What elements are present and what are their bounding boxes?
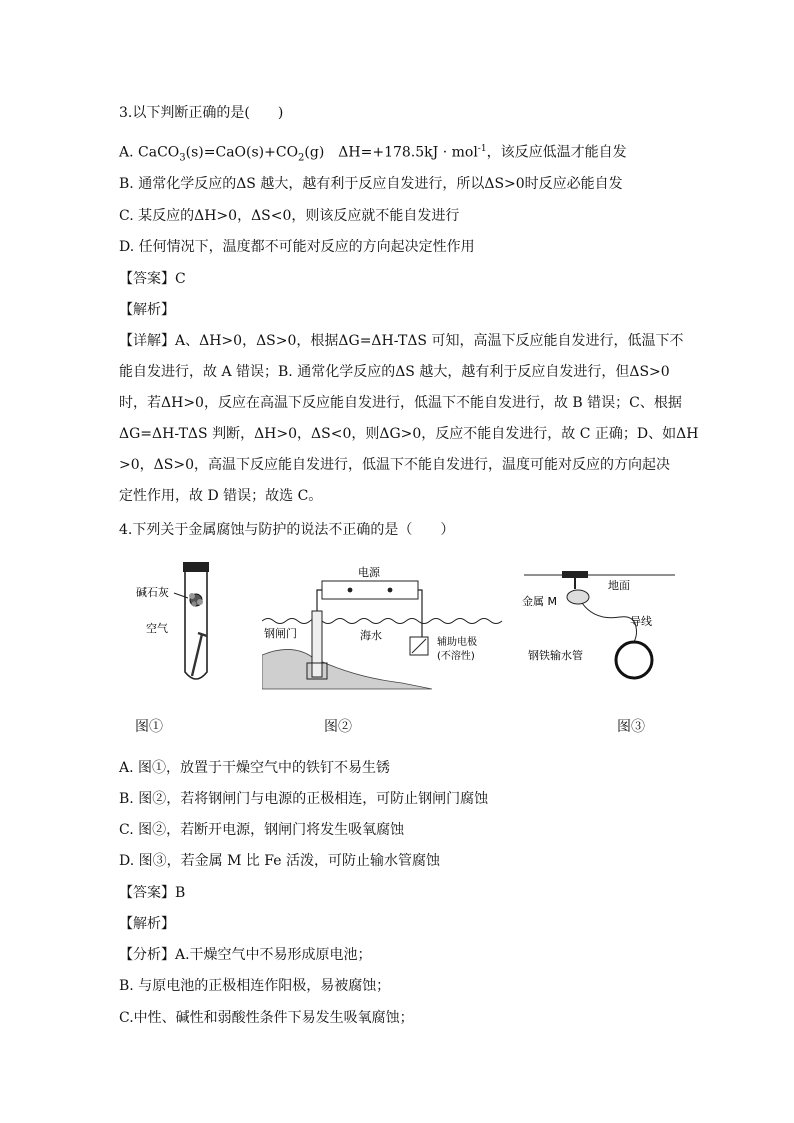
figure-2-steel-gate — [262, 565, 507, 695]
q3-detail-line: 时，若ΔH>0，反应在高温下反应能自发进行，低温下不能自发进行，故 B 错误；C、根据 — [119, 395, 682, 411]
figure-3-pipe — [510, 565, 680, 695]
q3-sub-2: 2 — [298, 152, 305, 164]
q3-sup-minus1: -1 — [477, 144, 487, 154]
q3-option-b: B. 通常化学反应的ΔS 越大，越有利于反应自发进行，所以ΔS>0时反应必能自发 — [119, 176, 623, 192]
label-soda-lime: 碱石灰 — [136, 586, 169, 599]
q3-detail-line: 定性作用，故 D 错误；故选 C。 — [119, 488, 323, 504]
q4-option-a: A. 图①，放置于干燥空气中的铁钉不易生锈 — [119, 760, 391, 776]
label-metal: 金属 M — [522, 595, 557, 608]
power-supply-box — [322, 581, 418, 599]
q3-option-c: C. 某反应的ΔH>0，ΔS<0，则该反应就不能自发进行 — [119, 208, 460, 224]
q3-sub-3: 3 — [179, 152, 186, 164]
water-surface — [262, 619, 502, 624]
pipe-icon — [616, 642, 652, 678]
q4-option-b: B. 图②，若将钢闸门与电源的正极相连，可防止钢闸门腐蚀 — [119, 791, 489, 807]
q3-detail-line: >0，ΔS>0，高温下反应能自发进行，低温下不能自发进行，温度可能对反应的方向起决 — [119, 457, 670, 473]
iron-nail-icon — [192, 633, 207, 676]
label-ground: 地面 — [608, 579, 630, 592]
label-power: 电源 — [358, 566, 380, 579]
q4-analysis-title: 【解析】 — [119, 916, 175, 932]
wire — [582, 603, 637, 645]
label-wire: 导线 — [630, 615, 652, 628]
figure-1-test-tube — [130, 560, 230, 690]
q4-option-c: C. 图②，若断开电源，钢闸门将发生吸氧腐蚀 — [119, 822, 405, 838]
terminal-left — [348, 588, 353, 593]
q3-detail-line: 【详解】A、ΔH>0，ΔS>0，根据ΔG=ΔH-TΔS 可知，高温下反应能自发进行，低温下不 — [119, 333, 684, 349]
q3-option-a-mid2: (g) ΔH=+178.5kJ · mol — [304, 144, 478, 161]
figure-3-caption: 图③ — [617, 719, 645, 735]
q4-analysis-c: C.中性、碱性和弱酸性条件下易发生吸氧腐蚀； — [119, 1010, 414, 1026]
label-sea: 海水 — [360, 629, 382, 642]
figure-1-caption: 图① — [135, 719, 163, 735]
q4-analysis-a: 【分析】A.干燥空气中不易形成原电池； — [119, 947, 372, 963]
label-air: 空气 — [146, 622, 168, 635]
q3-option-a-mid1: (s)=CaO(s)+CO — [185, 144, 299, 161]
tube-stopper — [183, 562, 209, 572]
label-pipe: 钢铁输水管 — [528, 649, 583, 662]
q3-answer: 【答案】C — [119, 271, 186, 287]
wire-right — [418, 590, 422, 637]
figure-2-caption: 图② — [324, 719, 352, 735]
label-aux: 辅助电极 — [437, 637, 477, 648]
q4-analysis-b: B. 与原电池的正极相连作阳极，易被腐蚀； — [119, 978, 391, 994]
q3-analysis-title: 【解析】 — [119, 302, 175, 318]
q3-option-a — [119, 139, 627, 168]
soda-lime-icon — [189, 593, 203, 607]
q4-answer: 【答案】B — [119, 885, 186, 901]
soda-lime-pointer — [174, 593, 188, 598]
q3-detail-line: ΔG=ΔH-TΔS 判断，ΔH>0，ΔS<0，则ΔG>0，反应不能自发进行，故 C 正确；D、如ΔH — [119, 426, 699, 442]
seabed — [262, 649, 432, 689]
q3-option-a-prefix: A. CaCO — [119, 144, 180, 161]
metal-cap — [562, 571, 588, 578]
q3-detail — [119, 326, 699, 512]
q3-option-a-suffix: ，该反应低温才能自发 — [486, 144, 627, 161]
q4-option-d: D. 图③，若金属 M 比 Fe 活泼，可防止输水管腐蚀 — [119, 853, 440, 869]
q3-stem: 3.以下判断正确的是( ) — [119, 105, 284, 121]
label-gate: 钢闸门 — [264, 627, 297, 640]
q3-option-d: D. 任何情况下，温度都不可能对反应的方向起决定性作用 — [119, 239, 475, 255]
terminal-right — [388, 588, 393, 593]
metal-m-block — [567, 590, 589, 604]
q3-detail-line: 能自发进行，故 A 错误；B. 通常化学反应的ΔS 越大，越有利于反应自发进行，但ΔS>0 — [119, 364, 670, 380]
steel-gate — [312, 611, 322, 677]
q4-stem: 4.下列关于金属腐蚀与防护的说法不正确的是（ ） — [119, 522, 455, 538]
label-insoluble: (不溶性) — [437, 651, 475, 662]
